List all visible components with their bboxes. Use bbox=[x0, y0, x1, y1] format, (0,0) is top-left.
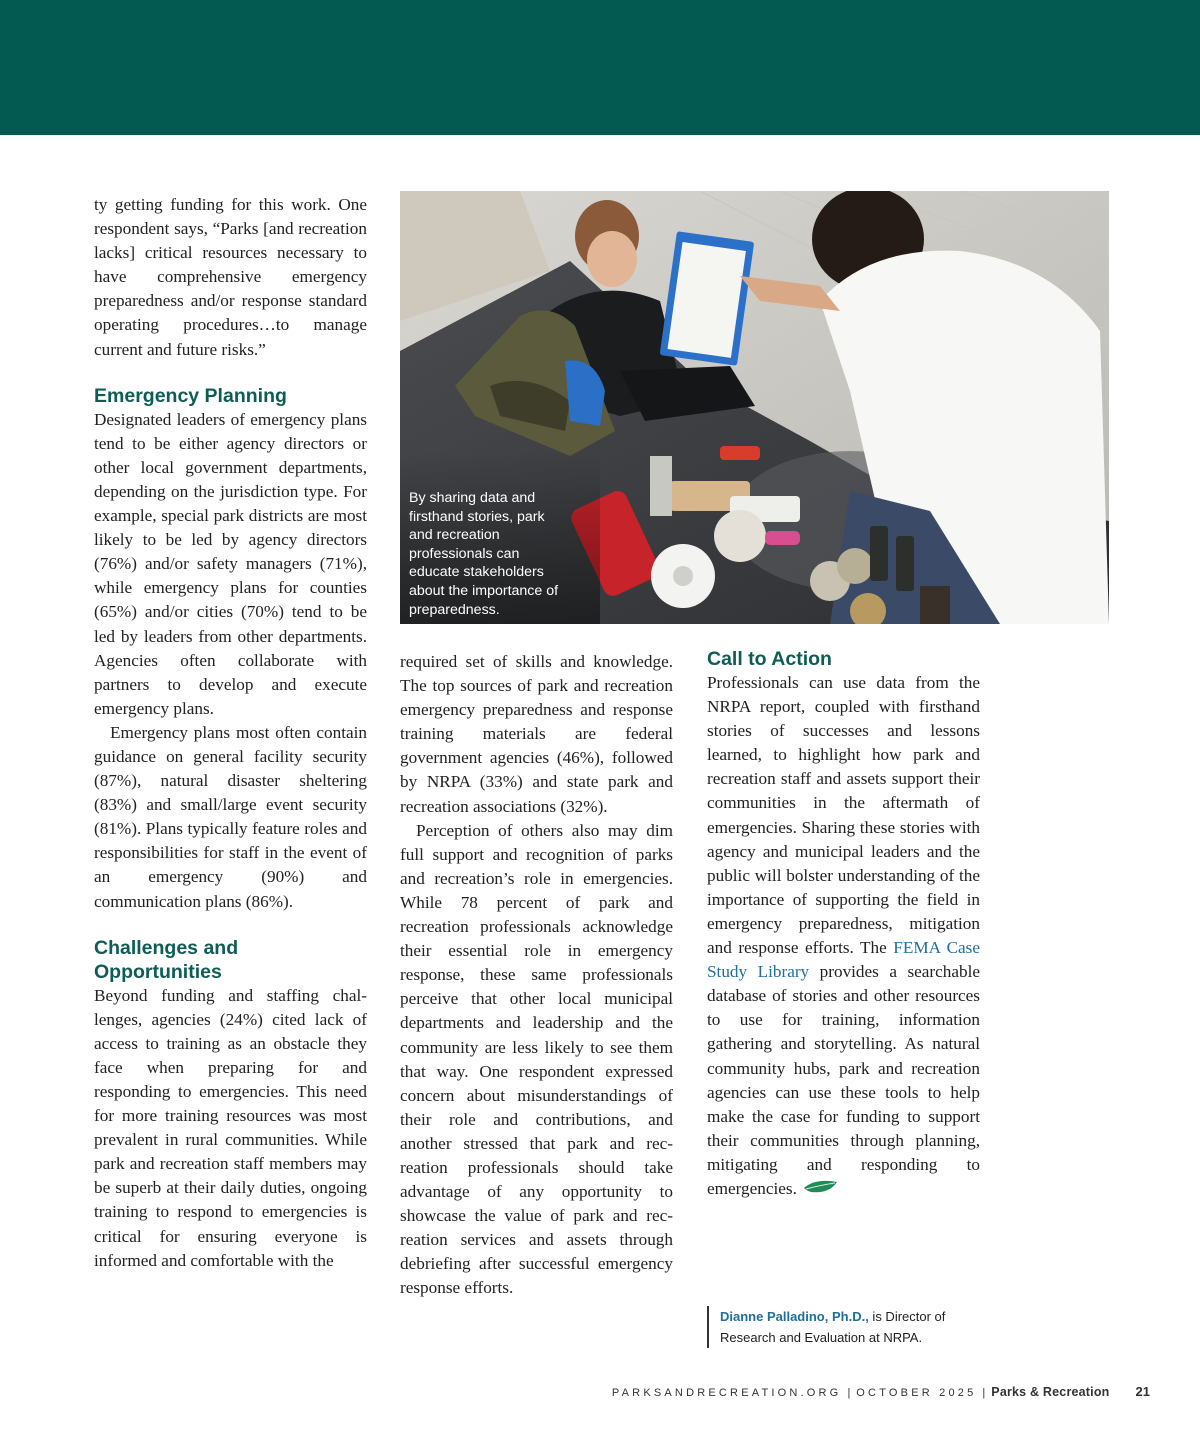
planning-paragraph-2: Emergency plans most often contain guidance on general facility security (87%), natural disaster sheltering (83%) and small/large event security (81%). Plans typically feature roles and responsibilities for staff in the event of an emergency (90%) and communication plans (86%). bbox=[94, 722, 367, 911]
photo-caption: By sharing data and firsthand stories, park and recreation professionals can educate stakeholders about the importance of preparedness. bbox=[409, 490, 559, 618]
planning-paragraph-1: Designated leaders of emergency plans tend to be either agency directors or other local government departments, depending on the jurisdiction type. For example, special park districts are most likely to be led by agency directors (76%) and/or safety managers (71%), while emergency plans for counties (65%) and/or cities (70%) tend to be led by leaders from other departments. Agencies often collaborate with partners to develop and execute emergency plans. bbox=[94, 409, 367, 718]
column-2 bbox=[400, 650, 673, 1301]
leaf-icon bbox=[803, 1178, 839, 1202]
page-number: 21 bbox=[1135, 1384, 1150, 1399]
footer-site: PARKSANDRECREATION.ORG bbox=[611, 1387, 842, 1399]
call-to-action-paragraph bbox=[707, 671, 980, 1202]
cta-text-end: provides a searchable database of stories and other resources to use for training, information gathering and storytelling. As natural community hubs, park and recreation agencies can use these tools to help make the case for funding to support their communities through planning, mitigating and responding to emergencies. bbox=[707, 962, 980, 1198]
col2-paragraph-2: Perception of others also may dim full support and recognition of parks and recreation’s role in emergencies. While 78 percent of park and recreation professionals acknowledge their essential role in emergency response, these same professionals perceive that other local municipal departments and leadership and the community are less likely to see them that way. One respondent expressed concern about misunderstandings of their role and contributions, and another stressed that park and recreation professionals should take advantage of any opportunity to showcase the value of park and recreation services and assets through debriefing after successful emergency response efforts. bbox=[400, 820, 673, 1298]
author-description: is Director of Research and Evaluation at NRPA. bbox=[720, 1309, 946, 1345]
column-3 bbox=[707, 647, 980, 1202]
author-name: Dianne Palladino, Ph.D., bbox=[720, 1309, 869, 1324]
page-footer bbox=[612, 1384, 1150, 1399]
footer-magazine: Parks & Recreation bbox=[991, 1385, 1110, 1399]
footer-separator-2: | bbox=[982, 1387, 986, 1399]
heading-challenges-line-2: Opportunities bbox=[94, 960, 222, 983]
heading-emergency-planning: Emergency Planning bbox=[94, 384, 287, 407]
challenges-paragraph-1: Beyond funding and staffing challenges, agencies (24%) cited lack of access to training as an obstacle they face when preparing for and responding to emergencies. This need for more training resources was most prevalent in rural communities. While park and recreation staff members may be superb at their daily duties, ongoing training to respond to emergencies is critical for ensuring everyone is informed and comfortable with the bbox=[94, 985, 367, 1270]
heading-call-to-action: Call to Action bbox=[707, 648, 832, 670]
column-1 bbox=[94, 193, 367, 1273]
heading-challenges-line-1: Challenges and bbox=[94, 936, 239, 959]
heading-challenges bbox=[94, 936, 367, 984]
cta-text-start: Professionals can use data from the NRPA report, coupled with firsthand stories of successes and lessons learned, to highlight how park and recreation staff and assets support their communities in the aftermath of emergencies. Sharing these stories with agency and municipal leaders and the public will bolster understanding of the importance of supporting the field in emergency preparedness, mitigation and response efforts. The bbox=[707, 673, 980, 958]
col2-paragraph-1: required set of skills and knowledge. The top sources of park and recreation emergency preparedness and response training materials are federal government agencies (46%), followed by NRPA (33%) and state park and recreation associations (32%). bbox=[400, 652, 673, 816]
author-bio bbox=[707, 1306, 997, 1348]
footer-separator-1: | bbox=[847, 1387, 851, 1399]
fema-case-study-library-link[interactable]: FEMA Case Study Library bbox=[707, 938, 980, 982]
footer-issue: OCTOBER 2025 bbox=[856, 1387, 977, 1399]
header-band bbox=[0, 0, 1200, 135]
intro-paragraph: ty getting funding for this work. One respondent says, “Parks [and recreation lacks] critical resources necessary to have comprehensive emergency preparedness and/or response standard operating procedures…to manage current and future risks.” bbox=[94, 195, 367, 359]
